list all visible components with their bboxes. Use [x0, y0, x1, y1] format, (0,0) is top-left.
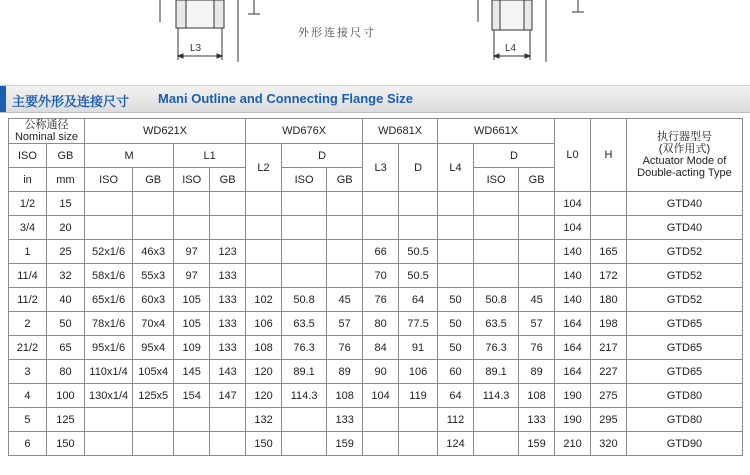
table-cell: 50.8 — [473, 288, 518, 312]
table-cell: 57 — [519, 312, 555, 336]
table-cell: GTD80 — [626, 408, 742, 432]
table-cell: 95x1/6 — [84, 336, 132, 360]
table-cell: 2 — [9, 312, 47, 336]
table-row — [9, 312, 743, 336]
table-cell: 133 — [210, 264, 246, 288]
table-cell — [282, 264, 327, 288]
table-cell: 124 — [438, 432, 474, 456]
table-cell: 46x3 — [133, 240, 174, 264]
table-cell — [363, 408, 399, 432]
table-cell: 104 — [363, 384, 399, 408]
table-row — [9, 288, 743, 312]
table-cell — [473, 216, 518, 240]
table-cell: 63.5 — [473, 312, 518, 336]
table-cell: 102 — [246, 288, 282, 312]
table-cell: 108 — [246, 336, 282, 360]
table-cell: 64 — [399, 288, 438, 312]
table-cell — [282, 432, 327, 456]
table-cell: 140 — [555, 264, 591, 288]
table-cell: 133 — [210, 312, 246, 336]
actuator-header-cn: 执行器型号 — [656, 131, 712, 143]
table-cell: 172 — [591, 264, 627, 288]
table-cell: 114.3 — [473, 384, 518, 408]
header-row-1 — [9, 119, 743, 144]
table-cell: 52x1/6 — [84, 240, 132, 264]
l1-iso-header: ISO — [174, 168, 210, 192]
table-cell: 97 — [174, 240, 210, 264]
table-cell: 125x5 — [133, 384, 174, 408]
table-cell — [282, 240, 327, 264]
table-cell — [84, 192, 132, 216]
m-header: M — [84, 144, 173, 168]
table-row — [9, 216, 743, 240]
table-cell: 3/4 — [9, 216, 47, 240]
table-cell — [473, 240, 518, 264]
table-cell: 50 — [46, 312, 84, 336]
table-cell: 76.3 — [473, 336, 518, 360]
table-cell: 120 — [246, 360, 282, 384]
table-cell — [399, 216, 438, 240]
table-cell — [174, 408, 210, 432]
table-cell — [282, 408, 327, 432]
mm-header: mm — [46, 168, 84, 192]
wd621x-header: WD621X — [84, 119, 245, 144]
table-cell: 97 — [174, 264, 210, 288]
table-cell: 70x4 — [133, 312, 174, 336]
table-cell — [519, 192, 555, 216]
table-cell: 133 — [210, 336, 246, 360]
section-header — [0, 85, 750, 113]
table-cell: 140 — [555, 240, 591, 264]
actuator-header-cn2: (双作用式) — [658, 143, 711, 155]
table-cell — [174, 216, 210, 240]
table-cell — [84, 408, 132, 432]
table-cell: 1/2 — [9, 192, 47, 216]
table-cell: 5 — [9, 408, 47, 432]
table-cell — [133, 216, 174, 240]
table-cell: 50.5 — [399, 240, 438, 264]
table-cell: 76 — [363, 288, 399, 312]
table-cell: 89.1 — [473, 360, 518, 384]
table-cell: 132 — [246, 408, 282, 432]
table-cell: 80 — [46, 360, 84, 384]
dim-label-l3: L3 — [190, 43, 202, 54]
table-row — [9, 408, 743, 432]
section-title-cn: 主要外形及连接尺寸 — [12, 95, 130, 110]
m-gb-header: GB — [133, 168, 174, 192]
table-cell — [133, 432, 174, 456]
table-cell: 106 — [399, 360, 438, 384]
in-header: in — [9, 168, 47, 192]
wd676x-header: WD676X — [246, 119, 363, 144]
table-cell — [282, 216, 327, 240]
table-cell: 164 — [555, 312, 591, 336]
table-cell — [363, 432, 399, 456]
table-cell: 91 — [399, 336, 438, 360]
table-cell — [399, 408, 438, 432]
table-cell: 50 — [438, 288, 474, 312]
table-cell: 21/2 — [9, 336, 47, 360]
l0-header: L0 — [555, 119, 591, 192]
table-cell: 210 — [555, 432, 591, 456]
table-cell: 6 — [9, 432, 47, 456]
table-cell: 78x1/6 — [84, 312, 132, 336]
table-cell: 109 — [174, 336, 210, 360]
table-cell: 70 — [363, 264, 399, 288]
table-cell — [519, 216, 555, 240]
iso-header: ISO — [9, 144, 47, 168]
table-cell: 76.3 — [282, 336, 327, 360]
table-cell: 20 — [46, 216, 84, 240]
table-cell — [327, 240, 363, 264]
table-cell: 89 — [519, 360, 555, 384]
table-cell: 25 — [46, 240, 84, 264]
table-cell — [246, 216, 282, 240]
table-cell: 190 — [555, 408, 591, 432]
l1-header: L1 — [174, 144, 246, 168]
table-cell: GTD65 — [626, 360, 742, 384]
table-cell: 104 — [555, 192, 591, 216]
table-cell — [363, 216, 399, 240]
table-cell: 100 — [46, 384, 84, 408]
table-cell: 123 — [210, 240, 246, 264]
nominal-size-cn: 公称通径 — [24, 119, 69, 131]
table-cell: 165 — [591, 240, 627, 264]
nominal-size-en: Nominal size — [14, 131, 78, 143]
table-cell: 198 — [591, 312, 627, 336]
table-row — [9, 264, 743, 288]
table-cell: 76 — [327, 336, 363, 360]
nominal-size-header — [9, 119, 85, 144]
table-cell: 89.1 — [282, 360, 327, 384]
table-cell: 11/4 — [9, 264, 47, 288]
section-accent — [0, 86, 6, 112]
table-cell: 60x3 — [133, 288, 174, 312]
table-cell: 32 — [46, 264, 84, 288]
table-cell: 180 — [591, 288, 627, 312]
table-cell: 159 — [519, 432, 555, 456]
d681-header: D — [399, 144, 438, 192]
table-cell: 108 — [327, 384, 363, 408]
gb-header: GB — [46, 144, 84, 168]
table-cell: 1 — [9, 240, 47, 264]
table-cell: GTD52 — [626, 288, 742, 312]
dimensions-table — [8, 118, 743, 456]
table-cell: 3 — [9, 360, 47, 384]
table-cell: 58x1/6 — [84, 264, 132, 288]
table-cell: 40 — [46, 288, 84, 312]
l1-gb-header: GB — [210, 168, 246, 192]
table-cell — [174, 192, 210, 216]
table-cell: 11/2 — [9, 288, 47, 312]
table-cell: 295 — [591, 408, 627, 432]
table-cell — [327, 264, 363, 288]
table-cell: 105x4 — [133, 360, 174, 384]
table-cell: 80 — [363, 312, 399, 336]
table-cell — [246, 240, 282, 264]
table-cell — [174, 432, 210, 456]
table-cell: 104 — [555, 216, 591, 240]
table-cell: 120 — [246, 384, 282, 408]
table-cell: 50.8 — [282, 288, 327, 312]
d676-header: D — [282, 144, 363, 168]
d661-gb-header: GB — [519, 168, 555, 192]
table-cell: 133 — [327, 408, 363, 432]
table-cell: 106 — [246, 312, 282, 336]
table-cell: 217 — [591, 336, 627, 360]
table-cell — [210, 216, 246, 240]
table-cell: 114.3 — [282, 384, 327, 408]
table-cell — [473, 408, 518, 432]
l4-header: L4 — [438, 144, 474, 192]
table-cell — [363, 192, 399, 216]
table-cell: 65x1/6 — [84, 288, 132, 312]
table-cell — [438, 240, 474, 264]
l3-header: L3 — [363, 144, 399, 192]
d661-iso-header: ISO — [473, 168, 518, 192]
table-cell — [591, 192, 627, 216]
table-cell — [438, 216, 474, 240]
table-row — [9, 360, 743, 384]
table-cell: 110x1/4 — [84, 360, 132, 384]
table-cell: 45 — [327, 288, 363, 312]
table-cell: 140 — [555, 288, 591, 312]
table-cell: 112 — [438, 408, 474, 432]
table-row — [9, 240, 743, 264]
table-cell: 133 — [210, 288, 246, 312]
table-cell: 60 — [438, 360, 474, 384]
table-cell: 164 — [555, 360, 591, 384]
table-cell — [210, 408, 246, 432]
table-cell: 227 — [591, 360, 627, 384]
table-cell: 108 — [519, 384, 555, 408]
l2-header: L2 — [246, 144, 282, 192]
table-cell — [591, 216, 627, 240]
table-cell — [246, 192, 282, 216]
table-cell: 105 — [174, 288, 210, 312]
table-row — [9, 192, 743, 216]
table-cell — [473, 264, 518, 288]
table-cell: 45 — [519, 288, 555, 312]
table-cell: 65 — [46, 336, 84, 360]
table-row — [9, 432, 743, 456]
section-title-en: Mani Outline and Connecting Flange Size — [158, 91, 413, 106]
table-cell — [399, 432, 438, 456]
table-cell: GTD65 — [626, 336, 742, 360]
table-cell: 164 — [555, 336, 591, 360]
table-cell: GTD40 — [626, 192, 742, 216]
table-cell — [210, 432, 246, 456]
table-cell: 50.5 — [399, 264, 438, 288]
table-row — [9, 336, 743, 360]
table-cell: GTD90 — [626, 432, 742, 456]
table-cell: GTD40 — [626, 216, 742, 240]
table-cell: 84 — [363, 336, 399, 360]
table-cell: 275 — [591, 384, 627, 408]
outline-drawing — [0, 0, 750, 75]
table-cell: 145 — [174, 360, 210, 384]
table-cell — [133, 192, 174, 216]
table-cell — [473, 432, 518, 456]
d676-iso-header: ISO — [282, 168, 327, 192]
table-cell: 150 — [46, 432, 84, 456]
table-cell — [327, 192, 363, 216]
table-cell — [210, 192, 246, 216]
d661-header: D — [473, 144, 554, 168]
table-cell: 133 — [519, 408, 555, 432]
table-cell — [438, 192, 474, 216]
table-cell: GTD52 — [626, 264, 742, 288]
table-row — [9, 384, 743, 408]
table-cell: 63.5 — [282, 312, 327, 336]
table-cell: 95x4 — [133, 336, 174, 360]
table-cell: 57 — [327, 312, 363, 336]
table-cell — [438, 264, 474, 288]
table-cell — [399, 192, 438, 216]
table-cell: 143 — [210, 360, 246, 384]
h-header: H — [591, 119, 627, 192]
table-cell: 190 — [555, 384, 591, 408]
table-cell: GTD52 — [626, 240, 742, 264]
m-iso-header: ISO — [84, 168, 132, 192]
table-cell: 159 — [327, 432, 363, 456]
table-cell: 105 — [174, 312, 210, 336]
table-cell: GTD65 — [626, 312, 742, 336]
table-cell — [282, 192, 327, 216]
table-cell: 55x3 — [133, 264, 174, 288]
table-cell: 154 — [174, 384, 210, 408]
table-cell — [327, 216, 363, 240]
table-cell: 50 — [438, 336, 474, 360]
table-cell: 125 — [46, 408, 84, 432]
table-cell: 90 — [363, 360, 399, 384]
table-cell — [84, 432, 132, 456]
wd661x-header: WD661X — [438, 119, 555, 144]
table-cell — [133, 408, 174, 432]
table-cell: 76 — [519, 336, 555, 360]
table-cell: 320 — [591, 432, 627, 456]
table-cell — [519, 264, 555, 288]
table-cell: 147 — [210, 384, 246, 408]
actuator-header-en: Actuator Mode of Double-acting Type — [637, 155, 732, 179]
table-cell: 66 — [363, 240, 399, 264]
table-cell: GTD80 — [626, 384, 742, 408]
table-cell — [519, 240, 555, 264]
table-cell: 50 — [438, 312, 474, 336]
actuator-header — [626, 119, 742, 192]
table-cell — [473, 192, 518, 216]
dim-label-l4: L4 — [505, 43, 517, 54]
table-cell — [246, 264, 282, 288]
d676-gb-header: GB — [327, 168, 363, 192]
drawing-caption: 外形连接尺寸 — [298, 26, 376, 39]
wd681x-header: WD681X — [363, 119, 438, 144]
table-cell: 4 — [9, 384, 47, 408]
table-cell: 130x1/4 — [84, 384, 132, 408]
table-cell: 89 — [327, 360, 363, 384]
table-cell: 77.5 — [399, 312, 438, 336]
table-cell — [84, 216, 132, 240]
table-cell: 64 — [438, 384, 474, 408]
table-cell: 119 — [399, 384, 438, 408]
table-cell: 150 — [246, 432, 282, 456]
table-cell: 15 — [46, 192, 84, 216]
